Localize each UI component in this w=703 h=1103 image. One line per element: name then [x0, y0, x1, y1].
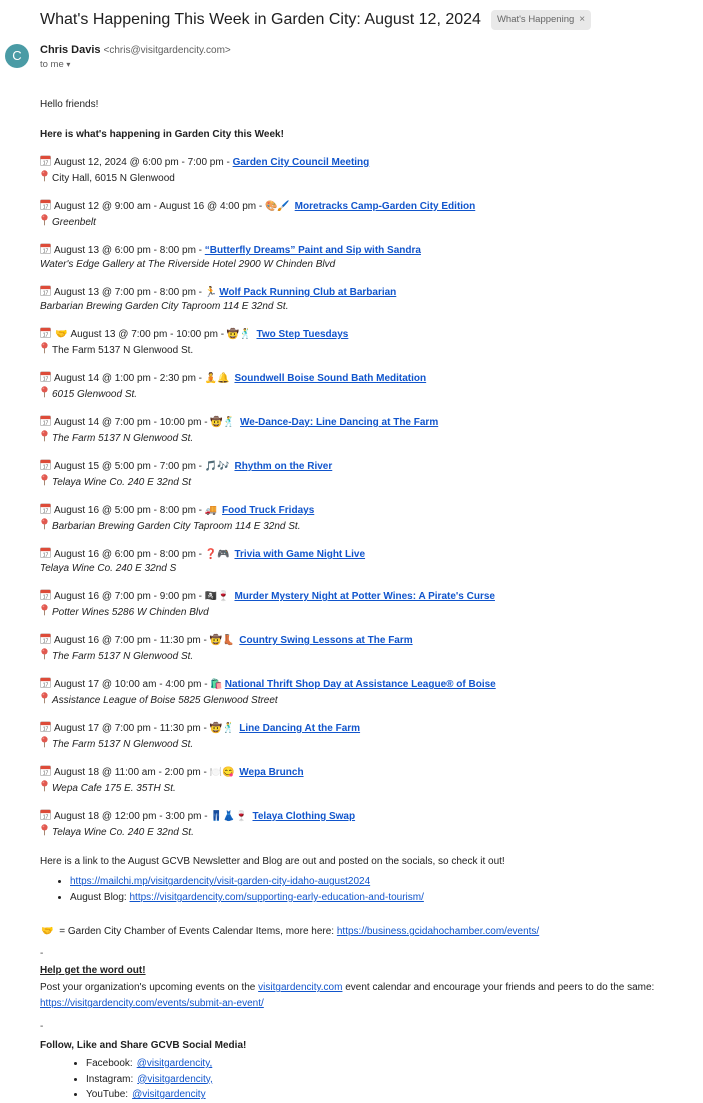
calendar-icon — [40, 243, 51, 254]
chamber-note-text: = Garden City Chamber of Events Calendar Items, more here: — [56, 926, 337, 937]
svg-text:17: 17 — [42, 638, 49, 644]
calendar-icon — [40, 503, 51, 514]
intro-text: Here is what's happening in Garden City this Week! — [40, 129, 284, 140]
event-link[interactable]: Trivia with Game Night Live — [234, 549, 366, 560]
social-handle-link[interactable]: @visitgardencity — [132, 1089, 206, 1100]
pin-icon — [40, 430, 49, 442]
event-datetime: August 13 @ 6:00 pm - 8:00 pm - — [54, 245, 205, 256]
svg-text:17: 17 — [42, 160, 49, 166]
pin-icon — [40, 170, 49, 182]
event-venue: Barbarian Brewing Garden City Taproom 114 E 32nd St. — [40, 301, 289, 312]
event-item — [40, 371, 667, 402]
sender-name: Chris Davis — [40, 44, 101, 56]
svg-text:17: 17 — [42, 464, 49, 470]
pin-icon — [40, 474, 49, 486]
event-emoji-icons: 🧘🔔 — [204, 373, 233, 384]
event-datetime: August 18 @ 12:00 pm - 3:00 pm - — [54, 811, 211, 822]
pin-icon — [40, 386, 49, 398]
avatar[interactable]: C — [5, 44, 29, 68]
calendar-icon — [40, 809, 51, 820]
social-handle-link[interactable]: @visitgardencity, — [136, 1058, 213, 1069]
svg-text:17: 17 — [42, 290, 49, 296]
pin-icon — [40, 736, 49, 748]
event-datetime: August 17 @ 7:00 pm - 11:30 pm - — [54, 723, 210, 734]
event-venue: Telaya Wine Co. 240 E 32nd St — [52, 477, 192, 488]
pin-icon — [40, 342, 49, 354]
email-body — [0, 98, 703, 1103]
event-venue: City Hall, 6015 N Glenwood — [52, 173, 175, 184]
event-emoji-icons: 🎵🎶 — [204, 461, 233, 472]
event-item — [40, 155, 667, 186]
event-item — [40, 721, 667, 752]
event-link[interactable]: Food Truck Fridays — [222, 505, 315, 516]
event-link[interactable]: Murder Mystery Night at Potter Wines: A Pirate's Curse — [234, 591, 495, 602]
chamber-note — [40, 925, 667, 939]
svg-text:17: 17 — [42, 594, 49, 600]
event-item — [40, 415, 667, 446]
calendar-icon — [40, 415, 51, 426]
event-item — [40, 809, 667, 840]
events-list — [40, 155, 667, 840]
event-link[interactable]: Moretracks Camp-Garden City Edition — [294, 201, 476, 212]
calendar-icon — [40, 547, 51, 558]
event-emoji-icons: 🚚 — [204, 505, 221, 516]
calendar-icon — [40, 155, 51, 166]
social-item — [86, 1087, 667, 1103]
svg-text:17: 17 — [42, 682, 49, 688]
visitgardencity-link[interactable]: visitgardencity.com — [258, 982, 343, 993]
pin-icon — [40, 214, 49, 226]
newsletter-link[interactable]: https://mailchi.mp/visitgardencity/visit-garden-city-idaho-august2024 — [70, 876, 371, 887]
event-emoji-icons: 🤠🕺 — [226, 329, 255, 340]
event-item — [40, 199, 667, 230]
newsletter-link-item — [70, 890, 667, 906]
pin-icon — [40, 518, 49, 530]
event-venue: The Farm 5137 N Glenwood St. — [52, 651, 194, 662]
calendar-icon — [40, 589, 51, 600]
event-datetime: August 17 @ 10:00 am - 4:00 pm - — [54, 679, 211, 690]
event-datetime: August 18 @ 11:00 am - 2:00 pm - — [54, 767, 210, 778]
event-datetime: August 16 @ 7:00 pm - 11:30 pm - — [54, 635, 210, 646]
event-venue: The Farm 5137 N Glenwood St. — [52, 345, 194, 356]
calendar-icon — [40, 677, 51, 688]
divider-dash: - — [40, 948, 44, 959]
calendar-icon — [40, 459, 51, 470]
event-venue: 6015 Glenwood St. — [52, 389, 138, 400]
to-me-label: to me — [40, 59, 64, 70]
svg-text:17: 17 — [42, 508, 49, 514]
pin-icon — [40, 692, 49, 704]
subject-row — [0, 0, 703, 30]
event-link[interactable]: Wolf Pack Running Club at Barbarian — [219, 287, 397, 298]
event-venue: Barbarian Brewing Garden City Taproom 114 E 32nd St. — [52, 521, 301, 532]
event-link[interactable]: Line Dancing At the Farm — [239, 723, 361, 734]
event-emoji-icons: 🤠🕺 — [209, 723, 238, 734]
event-emoji-icons: 🤠👢 — [209, 635, 238, 646]
event-emoji-icons: 🏴‍☠️🍷 — [204, 591, 233, 602]
event-item — [40, 633, 667, 664]
event-item — [40, 677, 667, 708]
event-venue: Potter Wines 5286 W Chinden Blvd — [52, 607, 209, 618]
email-subject: What's Happening This Week in Garden City: August 12, 2024 — [40, 11, 481, 28]
newsletter-intro: Here is a link to the August GCVB Newsletter and Blog are out and posted on the socials, so check it out! — [40, 856, 505, 867]
event-link[interactable]: Wepa Brunch — [239, 767, 304, 778]
social-label: Instagram: — [86, 1073, 134, 1085]
event-datetime: August 15 @ 5:00 pm - 7:00 pm - — [54, 461, 205, 472]
social-label: YouTube: — [86, 1089, 129, 1100]
event-venue: Greenbelt — [52, 217, 96, 228]
social-heading: Follow, Like and Share GCVB Social Media! — [40, 1040, 247, 1051]
event-link[interactable]: We-Dance-Day: Line Dancing at The Farm — [240, 417, 439, 428]
pin-icon — [40, 648, 49, 660]
newsletter-links-list — [40, 874, 667, 906]
word-out-text-after: event calendar and encourage your friends and peers to do the same: — [342, 982, 655, 993]
sender-row — [0, 30, 703, 71]
event-item — [40, 459, 667, 490]
social-item — [86, 1056, 667, 1072]
event-venue: Water's Edge Gallery at The Riverside Hotel 2900 W Chinden Blvd — [40, 259, 336, 270]
event-item — [40, 503, 667, 534]
event-item — [40, 765, 667, 796]
social-label: Facebook: — [86, 1058, 133, 1069]
pin-icon — [40, 824, 49, 836]
calendar-icon — [40, 285, 51, 296]
event-datetime: August 12 @ 9:00 am - August 16 @ 4:00 pm - — [54, 201, 265, 212]
event-link[interactable]: “Butterfly Dreams” Paint and Sip with Sandra — [204, 245, 421, 256]
word-out-text — [40, 980, 667, 996]
word-out-heading: Help get the word out! — [40, 965, 146, 976]
svg-text:17: 17 — [42, 420, 49, 426]
event-link[interactable]: Telaya Clothing Swap — [252, 811, 356, 822]
submit-event-link[interactable]: https://visitgardencity.com/events/submit-an-event/ — [40, 998, 264, 1009]
svg-text:17: 17 — [42, 814, 49, 820]
divider-dash-2: - — [40, 1021, 44, 1032]
event-venue: Wepa Cafe 175 E. 35TH St. — [52, 783, 176, 794]
handshake-icon: 🤝 — [41, 926, 54, 937]
pin-icon — [40, 604, 49, 616]
event-venue: Assistance League of Boise 5825 Glenwood Street — [52, 695, 278, 706]
event-datetime: August 16 @ 5:00 pm - 8:00 pm - — [54, 505, 205, 516]
event-emoji-icons: ❓🎮 — [204, 549, 233, 560]
greeting-text: Hello friends! — [40, 99, 99, 110]
event-venue: The Farm 5137 N Glenwood St. — [52, 433, 194, 444]
chevron-down-icon: ▾ — [66, 60, 71, 69]
svg-text:17: 17 — [42, 204, 49, 210]
calendar-icon — [40, 327, 51, 338]
handshake-icon: 🤝 — [55, 329, 68, 340]
event-link[interactable]: Soundwell Boise Sound Bath Meditation — [234, 373, 427, 384]
event-item — [40, 285, 667, 314]
event-datetime: August 12, 2024 @ 6:00 pm - 7:00 pm - — [54, 157, 233, 168]
calendar-icon — [40, 765, 51, 776]
event-link[interactable]: National Thrift Shop Day at Assistance League® of Boise — [224, 679, 496, 690]
event-venue: Telaya Wine Co. 240 E 32nd St. — [52, 827, 194, 838]
social-handle-link[interactable]: @visitgardencity, — [137, 1073, 213, 1085]
event-datetime: August 16 @ 6:00 pm - 8:00 pm - — [54, 549, 205, 560]
event-venue: Telaya Wine Co. 240 E 32nd S — [40, 563, 177, 574]
event-datetime: August 16 @ 7:00 pm - 9:00 pm - — [54, 591, 205, 602]
event-item — [40, 589, 667, 620]
newsletter-link[interactable]: https://visitgardencity.com/supporting-early-education-and-tourism/ — [129, 892, 424, 903]
word-out-text-before: Post your organization's upcoming events on the — [40, 982, 259, 993]
svg-text:17: 17 — [42, 552, 49, 558]
event-emoji-icons: 🏃 — [204, 287, 218, 298]
event-link[interactable]: Two Step Tuesdays — [256, 329, 349, 340]
event-venue: The Farm 5137 N Glenwood St. — [52, 739, 194, 750]
svg-text:17: 17 — [42, 332, 49, 338]
calendar-icon — [40, 371, 51, 382]
event-emoji-icons: 🍽️😋 — [209, 767, 238, 778]
event-datetime: August 14 @ 1:00 pm - 2:30 pm - — [54, 373, 205, 384]
event-item — [40, 327, 667, 358]
event-item — [40, 243, 667, 272]
event-link[interactable]: Country Swing Lessons at The Farm — [239, 635, 413, 646]
newsletter-link-item — [70, 874, 667, 890]
event-link[interactable]: Rhythm on the River — [234, 461, 333, 472]
svg-text:17: 17 — [42, 248, 49, 254]
label-chip-text: What's Happening — [496, 14, 575, 25]
label-chip[interactable] — [491, 10, 591, 30]
event-datetime: August 13 @ 7:00 pm - 8:00 pm - — [54, 287, 205, 298]
calendar-icon — [40, 199, 51, 210]
chamber-events-link[interactable]: https://business.gcidahochamber.com/events/ — [336, 926, 540, 937]
event-item — [40, 547, 667, 576]
event-emoji-icons: 🤠🕺 — [210, 417, 239, 428]
pin-icon — [40, 780, 49, 792]
svg-text:17: 17 — [42, 770, 49, 776]
recipient-dropdown[interactable] — [40, 58, 231, 71]
event-emoji-icons: 👖👗🍷 — [210, 811, 251, 822]
calendar-icon — [40, 721, 51, 732]
event-emoji-icons: 🎨🖌️ — [264, 201, 293, 212]
calendar-icon — [40, 633, 51, 644]
svg-text:17: 17 — [42, 376, 49, 382]
social-links-list — [40, 1056, 667, 1103]
event-link[interactable]: Garden City Council Meeting — [232, 157, 370, 168]
event-emoji-icons: 🛍️ — [210, 679, 223, 690]
social-item — [86, 1072, 667, 1088]
event-datetime: August 13 @ 7:00 pm - 10:00 pm - — [70, 329, 227, 340]
event-datetime: August 14 @ 7:00 pm - 10:00 pm - — [54, 417, 211, 428]
sender-email: <chris@visitgardencity.com> — [103, 45, 231, 56]
label-remove-icon[interactable]: × — [579, 14, 586, 25]
bullet-prefix: August Blog: — [70, 892, 130, 903]
svg-text:17: 17 — [42, 726, 49, 732]
